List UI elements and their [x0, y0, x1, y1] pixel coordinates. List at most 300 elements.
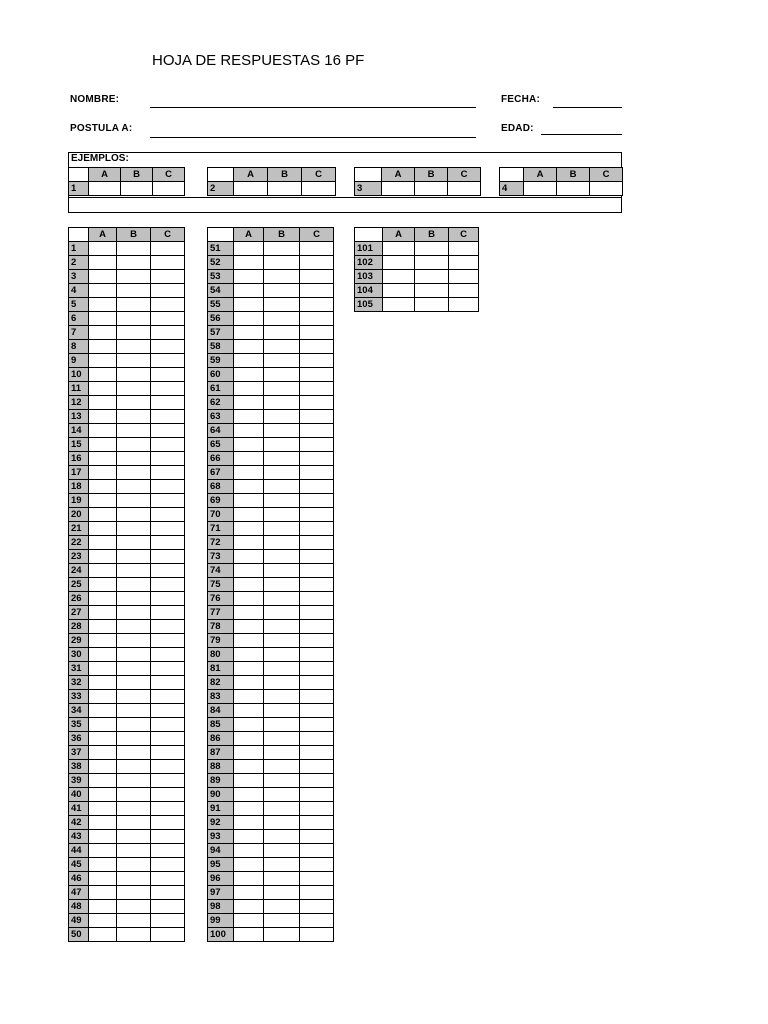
answer-cell-c[interactable] [151, 522, 185, 536]
answer-cell-b[interactable] [117, 256, 151, 270]
answer-cell-a[interactable] [89, 774, 117, 788]
answer-cell-c[interactable] [300, 298, 334, 312]
answer-cell-a[interactable] [89, 844, 117, 858]
answer-cell-c[interactable] [300, 564, 334, 578]
answer-cell-b[interactable] [117, 858, 151, 872]
answer-cell-c[interactable] [151, 480, 185, 494]
answer-cell-a[interactable] [89, 270, 117, 284]
answer-cell-b[interactable] [264, 788, 300, 802]
answer-cell-b[interactable] [264, 326, 300, 340]
answer-cell-a[interactable] [89, 648, 117, 662]
answer-cell-b[interactable] [117, 578, 151, 592]
answer-cell-c[interactable] [300, 522, 334, 536]
answer-cell-b[interactable] [264, 858, 300, 872]
answer-cell-c[interactable] [449, 256, 479, 270]
answer-cell-b[interactable] [117, 900, 151, 914]
answer-cell-a[interactable] [89, 746, 117, 760]
answer-cell-b[interactable] [415, 270, 449, 284]
answer-cell-b[interactable] [264, 396, 300, 410]
answer-cell-b[interactable] [117, 564, 151, 578]
answer-cell-c[interactable] [151, 634, 185, 648]
answer-cell-a[interactable] [89, 760, 117, 774]
answer-cell-c[interactable] [151, 928, 185, 942]
answer-cell-a[interactable] [89, 508, 117, 522]
answer-cell-b[interactable] [117, 802, 151, 816]
answer-cell-c[interactable] [151, 662, 185, 676]
answer-cell-b[interactable] [264, 578, 300, 592]
answer-cell-a[interactable] [234, 382, 264, 396]
answer-cell-a[interactable] [89, 662, 117, 676]
answer-cell-a[interactable] [234, 410, 264, 424]
answer-cell-a[interactable] [89, 704, 117, 718]
answer-cell-c[interactable] [151, 788, 185, 802]
answer-cell-b[interactable] [117, 382, 151, 396]
answer-cell-b[interactable] [264, 606, 300, 620]
answer-cell-c[interactable] [300, 550, 334, 564]
answer-cell-a[interactable] [234, 830, 264, 844]
answer-cell-a[interactable] [234, 438, 264, 452]
answer-cell-c[interactable] [300, 900, 334, 914]
answer-cell-b[interactable] [264, 844, 300, 858]
answer-cell-a[interactable] [234, 522, 264, 536]
answer-cell-b[interactable] [264, 802, 300, 816]
answer-cell-a[interactable] [234, 396, 264, 410]
answer-cell-a[interactable] [234, 578, 264, 592]
answer-cell-c[interactable] [151, 564, 185, 578]
answer-cell-a[interactable] [234, 746, 264, 760]
answer-cell-b[interactable] [117, 914, 151, 928]
answer-cell-b[interactable] [415, 298, 449, 312]
nombre-field[interactable] [150, 107, 476, 108]
answer-cell-b[interactable] [264, 354, 300, 368]
answer-cell-b[interactable] [557, 182, 590, 196]
answer-cell-c[interactable] [300, 634, 334, 648]
answer-cell-c[interactable] [300, 676, 334, 690]
answer-cell-c[interactable] [151, 298, 185, 312]
answer-cell-a[interactable] [234, 452, 264, 466]
answer-cell-b[interactable] [264, 494, 300, 508]
answer-cell-c[interactable] [300, 718, 334, 732]
answer-cell-c[interactable] [300, 690, 334, 704]
answer-cell-a[interactable] [234, 648, 264, 662]
answer-cell-a[interactable] [234, 242, 264, 256]
answer-cell-b[interactable] [264, 816, 300, 830]
answer-cell-c[interactable] [300, 256, 334, 270]
answer-cell-c[interactable] [300, 340, 334, 354]
answer-cell-b[interactable] [264, 886, 300, 900]
answer-cell-b[interactable] [117, 774, 151, 788]
answer-cell-c[interactable] [300, 578, 334, 592]
answer-cell-c[interactable] [300, 536, 334, 550]
answer-cell-a[interactable] [89, 522, 117, 536]
answer-cell-a[interactable] [234, 886, 264, 900]
answer-cell-c[interactable] [302, 182, 336, 196]
answer-cell-b[interactable] [264, 564, 300, 578]
answer-cell-c[interactable] [300, 326, 334, 340]
answer-cell-b[interactable] [117, 634, 151, 648]
answer-cell-a[interactable] [89, 550, 117, 564]
answer-cell-a[interactable] [383, 256, 415, 270]
answer-cell-b[interactable] [121, 182, 153, 196]
answer-cell-c[interactable] [300, 844, 334, 858]
answer-cell-c[interactable] [300, 914, 334, 928]
answer-cell-c[interactable] [300, 928, 334, 942]
answer-cell-a[interactable] [89, 182, 121, 196]
answer-cell-b[interactable] [264, 466, 300, 480]
answer-cell-a[interactable] [234, 368, 264, 382]
answer-cell-b[interactable] [117, 606, 151, 620]
answer-cell-a[interactable] [234, 816, 264, 830]
answer-cell-c[interactable] [151, 242, 185, 256]
answer-cell-c[interactable] [300, 886, 334, 900]
answer-cell-c[interactable] [151, 550, 185, 564]
answer-cell-a[interactable] [234, 256, 264, 270]
answer-cell-b[interactable] [117, 676, 151, 690]
answer-cell-b[interactable] [117, 312, 151, 326]
answer-cell-b[interactable] [117, 872, 151, 886]
answer-cell-c[interactable] [300, 368, 334, 382]
answer-cell-c[interactable] [300, 354, 334, 368]
answer-cell-b[interactable] [264, 900, 300, 914]
answer-cell-b[interactable] [264, 704, 300, 718]
answer-cell-a[interactable] [234, 354, 264, 368]
answer-cell-b[interactable] [117, 396, 151, 410]
answer-cell-b[interactable] [117, 746, 151, 760]
answer-cell-a[interactable] [234, 508, 264, 522]
answer-cell-b[interactable] [117, 550, 151, 564]
answer-cell-c[interactable] [151, 690, 185, 704]
answer-cell-c[interactable] [300, 662, 334, 676]
answer-cell-c[interactable] [151, 676, 185, 690]
answer-cell-c[interactable] [151, 256, 185, 270]
answer-cell-b[interactable] [264, 592, 300, 606]
answer-cell-a[interactable] [89, 396, 117, 410]
answer-cell-b[interactable] [117, 536, 151, 550]
answer-cell-c[interactable] [151, 410, 185, 424]
answer-cell-a[interactable] [234, 270, 264, 284]
answer-cell-a[interactable] [234, 340, 264, 354]
answer-cell-a[interactable] [234, 676, 264, 690]
answer-cell-a[interactable] [89, 536, 117, 550]
answer-cell-b[interactable] [264, 690, 300, 704]
answer-cell-a[interactable] [234, 494, 264, 508]
answer-cell-b[interactable] [415, 284, 449, 298]
answer-cell-c[interactable] [151, 704, 185, 718]
answer-cell-a[interactable] [234, 606, 264, 620]
answer-cell-b[interactable] [264, 368, 300, 382]
answer-cell-a[interactable] [89, 928, 117, 942]
answer-cell-c[interactable] [151, 578, 185, 592]
answer-cell-c[interactable] [151, 312, 185, 326]
answer-cell-b[interactable] [117, 466, 151, 480]
answer-cell-b[interactable] [117, 508, 151, 522]
answer-cell-c[interactable] [300, 494, 334, 508]
answer-cell-c[interactable] [300, 466, 334, 480]
answer-cell-a[interactable] [234, 690, 264, 704]
answer-cell-c[interactable] [151, 872, 185, 886]
answer-cell-b[interactable] [117, 592, 151, 606]
answer-cell-b[interactable] [117, 648, 151, 662]
answer-cell-b[interactable] [117, 480, 151, 494]
answer-cell-a[interactable] [234, 536, 264, 550]
answer-cell-a[interactable] [234, 550, 264, 564]
answer-cell-a[interactable] [89, 816, 117, 830]
answer-cell-b[interactable] [264, 424, 300, 438]
answer-cell-a[interactable] [89, 564, 117, 578]
answer-cell-a[interactable] [89, 452, 117, 466]
answer-cell-c[interactable] [300, 760, 334, 774]
answer-cell-a[interactable] [89, 592, 117, 606]
answer-cell-b[interactable] [264, 634, 300, 648]
answer-cell-b[interactable] [117, 690, 151, 704]
answer-cell-c[interactable] [300, 606, 334, 620]
answer-cell-b[interactable] [264, 914, 300, 928]
answer-cell-b[interactable] [117, 452, 151, 466]
answer-cell-a[interactable] [234, 928, 264, 942]
answer-cell-c[interactable] [151, 830, 185, 844]
answer-cell-a[interactable] [234, 718, 264, 732]
answer-cell-c[interactable] [151, 746, 185, 760]
answer-cell-b[interactable] [264, 270, 300, 284]
answer-cell-b[interactable] [268, 182, 302, 196]
answer-cell-a[interactable] [89, 410, 117, 424]
answer-cell-b[interactable] [264, 550, 300, 564]
answer-cell-a[interactable] [234, 634, 264, 648]
answer-cell-a[interactable] [382, 182, 415, 196]
answer-cell-c[interactable] [151, 494, 185, 508]
answer-cell-b[interactable] [264, 382, 300, 396]
edad-field[interactable] [541, 134, 622, 135]
answer-cell-a[interactable] [234, 802, 264, 816]
answer-cell-a[interactable] [89, 886, 117, 900]
answer-cell-b[interactable] [117, 326, 151, 340]
answer-cell-b[interactable] [117, 732, 151, 746]
answer-cell-a[interactable] [234, 326, 264, 340]
answer-cell-c[interactable] [151, 900, 185, 914]
answer-cell-a[interactable] [89, 368, 117, 382]
answer-cell-a[interactable] [383, 284, 415, 298]
answer-cell-a[interactable] [89, 914, 117, 928]
answer-cell-c[interactable] [449, 298, 479, 312]
answer-cell-a[interactable] [89, 718, 117, 732]
answer-cell-a[interactable] [89, 312, 117, 326]
answer-cell-c[interactable] [300, 480, 334, 494]
answer-cell-a[interactable] [89, 382, 117, 396]
answer-cell-b[interactable] [117, 844, 151, 858]
answer-cell-a[interactable] [89, 480, 117, 494]
answer-cell-c[interactable] [300, 620, 334, 634]
answer-cell-a[interactable] [234, 298, 264, 312]
answer-cell-b[interactable] [117, 242, 151, 256]
answer-cell-a[interactable] [234, 788, 264, 802]
answer-cell-a[interactable] [89, 620, 117, 634]
answer-cell-c[interactable] [151, 648, 185, 662]
answer-cell-c[interactable] [151, 466, 185, 480]
answer-cell-c[interactable] [300, 284, 334, 298]
answer-cell-a[interactable] [89, 298, 117, 312]
answer-cell-b[interactable] [117, 830, 151, 844]
answer-cell-a[interactable] [383, 270, 415, 284]
answer-cell-b[interactable] [264, 340, 300, 354]
answer-cell-a[interactable] [234, 424, 264, 438]
answer-cell-a[interactable] [89, 900, 117, 914]
answer-cell-a[interactable] [234, 900, 264, 914]
answer-cell-c[interactable] [300, 382, 334, 396]
answer-cell-b[interactable] [264, 676, 300, 690]
answer-cell-a[interactable] [234, 732, 264, 746]
answer-cell-c[interactable] [300, 592, 334, 606]
answer-cell-b[interactable] [264, 732, 300, 746]
answer-cell-c[interactable] [151, 508, 185, 522]
answer-cell-a[interactable] [383, 242, 415, 256]
answer-cell-a[interactable] [89, 578, 117, 592]
answer-cell-c[interactable] [300, 802, 334, 816]
answer-cell-c[interactable] [151, 718, 185, 732]
answer-cell-c[interactable] [590, 182, 623, 196]
answer-cell-a[interactable] [89, 802, 117, 816]
answer-cell-a[interactable] [234, 914, 264, 928]
answer-cell-b[interactable] [415, 256, 449, 270]
answer-cell-b[interactable] [264, 620, 300, 634]
answer-cell-b[interactable] [264, 872, 300, 886]
answer-cell-a[interactable] [234, 662, 264, 676]
answer-cell-b[interactable] [117, 270, 151, 284]
answer-cell-b[interactable] [117, 438, 151, 452]
answer-cell-c[interactable] [151, 802, 185, 816]
answer-cell-c[interactable] [300, 788, 334, 802]
answer-cell-c[interactable] [151, 270, 185, 284]
answer-cell-b[interactable] [264, 256, 300, 270]
answer-cell-a[interactable] [234, 480, 264, 494]
answer-cell-c[interactable] [153, 182, 185, 196]
answer-cell-c[interactable] [300, 312, 334, 326]
answer-cell-b[interactable] [264, 410, 300, 424]
answer-cell-a[interactable] [89, 424, 117, 438]
answer-cell-b[interactable] [264, 242, 300, 256]
answer-cell-a[interactable] [89, 858, 117, 872]
answer-cell-b[interactable] [264, 746, 300, 760]
answer-cell-a[interactable] [234, 858, 264, 872]
answer-cell-c[interactable] [151, 368, 185, 382]
answer-cell-a[interactable] [234, 592, 264, 606]
answer-cell-a[interactable] [89, 256, 117, 270]
answer-cell-c[interactable] [300, 732, 334, 746]
answer-cell-c[interactable] [449, 270, 479, 284]
answer-cell-c[interactable] [300, 872, 334, 886]
answer-cell-c[interactable] [300, 774, 334, 788]
answer-cell-b[interactable] [264, 662, 300, 676]
answer-cell-c[interactable] [300, 704, 334, 718]
answer-cell-b[interactable] [264, 480, 300, 494]
answer-cell-b[interactable] [117, 788, 151, 802]
answer-cell-b[interactable] [264, 452, 300, 466]
answer-cell-c[interactable] [300, 648, 334, 662]
answer-cell-c[interactable] [151, 774, 185, 788]
answer-cell-c[interactable] [151, 914, 185, 928]
answer-cell-b[interactable] [264, 760, 300, 774]
answer-cell-b[interactable] [117, 298, 151, 312]
answer-cell-a[interactable] [234, 564, 264, 578]
answer-cell-c[interactable] [151, 620, 185, 634]
answer-cell-a[interactable] [234, 182, 268, 196]
answer-cell-b[interactable] [264, 522, 300, 536]
answer-cell-c[interactable] [151, 844, 185, 858]
answer-cell-b[interactable] [264, 718, 300, 732]
answer-cell-b[interactable] [117, 354, 151, 368]
answer-cell-c[interactable] [300, 508, 334, 522]
answer-cell-a[interactable] [234, 872, 264, 886]
answer-cell-b[interactable] [117, 886, 151, 900]
answer-cell-a[interactable] [89, 438, 117, 452]
answer-cell-c[interactable] [151, 858, 185, 872]
answer-cell-c[interactable] [151, 382, 185, 396]
answer-cell-c[interactable] [151, 424, 185, 438]
answer-cell-c[interactable] [151, 438, 185, 452]
answer-cell-c[interactable] [151, 452, 185, 466]
answer-cell-b[interactable] [117, 704, 151, 718]
answer-cell-b[interactable] [117, 368, 151, 382]
answer-cell-b[interactable] [264, 536, 300, 550]
answer-cell-a[interactable] [89, 676, 117, 690]
answer-cell-c[interactable] [151, 732, 185, 746]
answer-cell-b[interactable] [117, 424, 151, 438]
answer-cell-b[interactable] [264, 298, 300, 312]
answer-cell-a[interactable] [234, 312, 264, 326]
answer-cell-a[interactable] [89, 326, 117, 340]
answer-cell-c[interactable] [151, 592, 185, 606]
answer-cell-a[interactable] [89, 634, 117, 648]
answer-cell-b[interactable] [264, 830, 300, 844]
answer-cell-c[interactable] [449, 242, 479, 256]
answer-cell-c[interactable] [300, 452, 334, 466]
answer-cell-c[interactable] [151, 284, 185, 298]
answer-cell-c[interactable] [300, 242, 334, 256]
answer-cell-c[interactable] [449, 284, 479, 298]
answer-cell-a[interactable] [234, 844, 264, 858]
answer-cell-b[interactable] [117, 662, 151, 676]
answer-cell-c[interactable] [151, 760, 185, 774]
answer-cell-a[interactable] [234, 284, 264, 298]
answer-cell-b[interactable] [264, 508, 300, 522]
answer-cell-a[interactable] [234, 760, 264, 774]
answer-cell-a[interactable] [89, 466, 117, 480]
answer-cell-b[interactable] [117, 410, 151, 424]
answer-cell-a[interactable] [234, 466, 264, 480]
answer-cell-c[interactable] [300, 438, 334, 452]
answer-cell-a[interactable] [89, 494, 117, 508]
answer-cell-a[interactable] [89, 340, 117, 354]
answer-cell-c[interactable] [151, 340, 185, 354]
answer-cell-b[interactable] [415, 242, 449, 256]
answer-cell-c[interactable] [300, 858, 334, 872]
answer-cell-a[interactable] [89, 284, 117, 298]
answer-cell-a[interactable] [234, 774, 264, 788]
answer-cell-c[interactable] [151, 536, 185, 550]
answer-cell-b[interactable] [117, 522, 151, 536]
answer-cell-b[interactable] [264, 312, 300, 326]
answer-cell-b[interactable] [264, 284, 300, 298]
answer-cell-b[interactable] [415, 182, 448, 196]
answer-cell-c[interactable] [151, 326, 185, 340]
answer-cell-a[interactable] [89, 690, 117, 704]
answer-cell-b[interactable] [117, 494, 151, 508]
answer-cell-c[interactable] [300, 816, 334, 830]
answer-cell-c[interactable] [448, 182, 481, 196]
answer-cell-b[interactable] [264, 648, 300, 662]
answer-cell-c[interactable] [300, 410, 334, 424]
answer-cell-c[interactable] [300, 424, 334, 438]
fecha-field[interactable] [553, 107, 622, 108]
